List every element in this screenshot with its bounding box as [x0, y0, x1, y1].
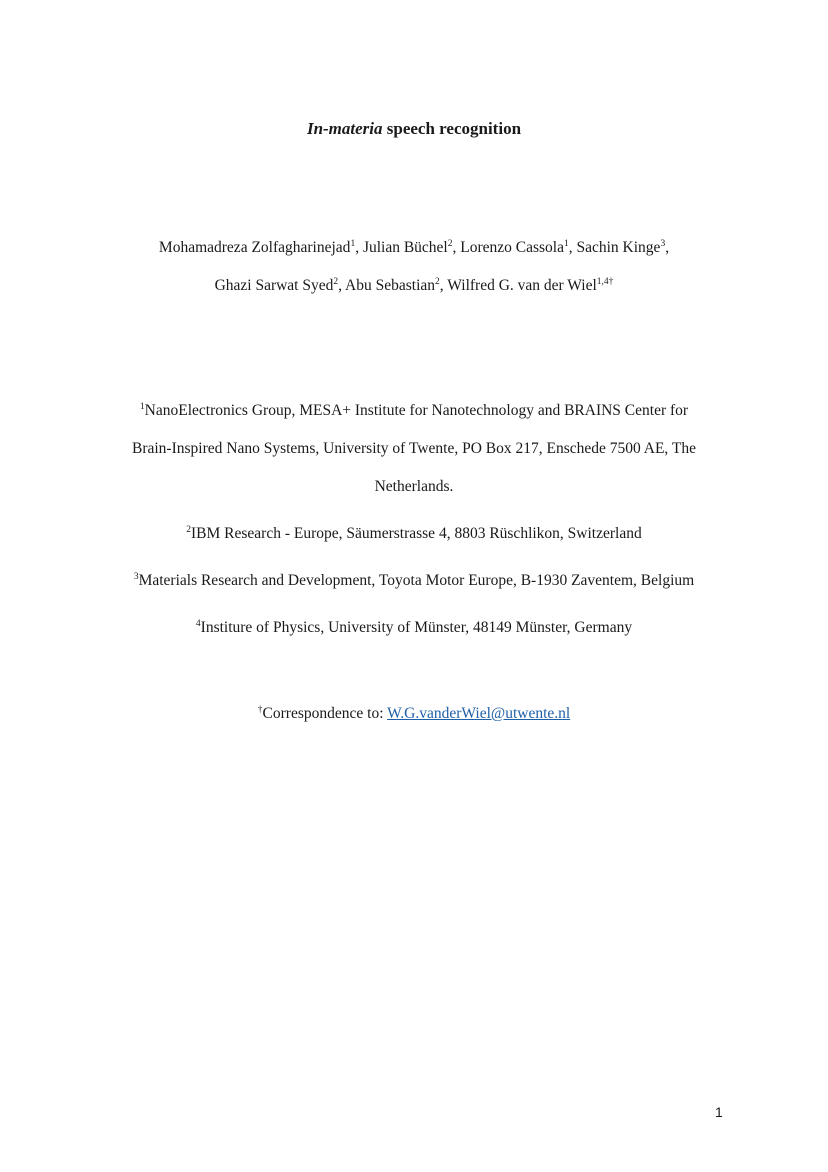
- author-separator: ,: [338, 277, 346, 294]
- paper-title-rest: speech recognition: [382, 119, 522, 138]
- correspondence-label: Correspondence to:: [262, 705, 388, 722]
- author-separator: ,: [665, 239, 670, 256]
- author-separator: ,: [355, 239, 363, 256]
- affiliation-1-line-2: Brain-Inspired Nano Systems, University of Twente, PO Box 217, Enschede 7500 AE, The: [131, 440, 697, 457]
- affiliation-text: NanoElectronics Group, MESA+ Institute for Nanotechnology and BRAINS Center for: [144, 402, 689, 419]
- author-name: Sachin Kinge: [576, 239, 661, 256]
- author-line-2: [0, 267, 828, 305]
- paper-title-italic: In-materia: [306, 119, 383, 138]
- affiliation-mark: 4: [195, 619, 201, 629]
- author-name: Mohamadreza Zolfagharinejad: [158, 239, 351, 256]
- correspondence: [0, 702, 828, 726]
- author-separator: ,: [439, 277, 448, 294]
- affiliation-4: [0, 609, 828, 647]
- paper-title: [0, 117, 828, 141]
- correspondence-email-link[interactable]: W.G.vanderWiel@utwente.nl: [387, 705, 571, 722]
- affiliation-mark: 1: [139, 402, 145, 412]
- author-affiliation-mark: 3: [660, 239, 666, 249]
- affiliation-3: [0, 562, 828, 600]
- author-name: Abu Sebastian: [345, 277, 436, 294]
- author-separator: ,: [568, 239, 577, 256]
- author-name: Lorenzo Cassola: [460, 239, 564, 256]
- author-line-1: [0, 229, 828, 267]
- author-list: [0, 229, 828, 305]
- author-separator: ,: [452, 239, 461, 256]
- author-affiliation-mark: 1,4†: [596, 277, 614, 287]
- affiliation-1: [0, 392, 828, 506]
- author-affiliation-mark: 2: [435, 277, 440, 287]
- author-affiliation-mark: 2: [447, 239, 453, 249]
- author-name: Ghazi Sarwat Syed: [214, 277, 334, 294]
- affiliation-1-line-1: [0, 392, 828, 430]
- correspondence-mark: †: [257, 705, 263, 715]
- affiliation-1-line-3: Netherlands.: [374, 478, 454, 495]
- author-affiliation-mark: 1: [350, 239, 356, 249]
- affiliation-mark: 2: [186, 525, 192, 535]
- author-affiliation-mark: 1: [563, 239, 569, 249]
- affiliation-text: Institure of Physics, University of Münster, 48149 Münster, Germany: [200, 619, 633, 636]
- author-affiliation-mark: 2: [333, 277, 339, 287]
- author-name: Julian Büchel: [362, 239, 448, 256]
- page-number: 1: [715, 1104, 723, 1120]
- affiliation-mark: 3: [133, 572, 139, 582]
- author-name: Wilfred G. van der Wiel: [447, 277, 597, 294]
- affiliation-2: [0, 515, 828, 553]
- affiliation-text: Materials Research and Development, Toyota Motor Europe, B-1930 Zaventem, Belgium: [138, 572, 695, 589]
- affiliation-text: IBM Research - Europe, Säumerstrasse 4, 8803 Rüschlikon, Switzerland: [191, 525, 642, 542]
